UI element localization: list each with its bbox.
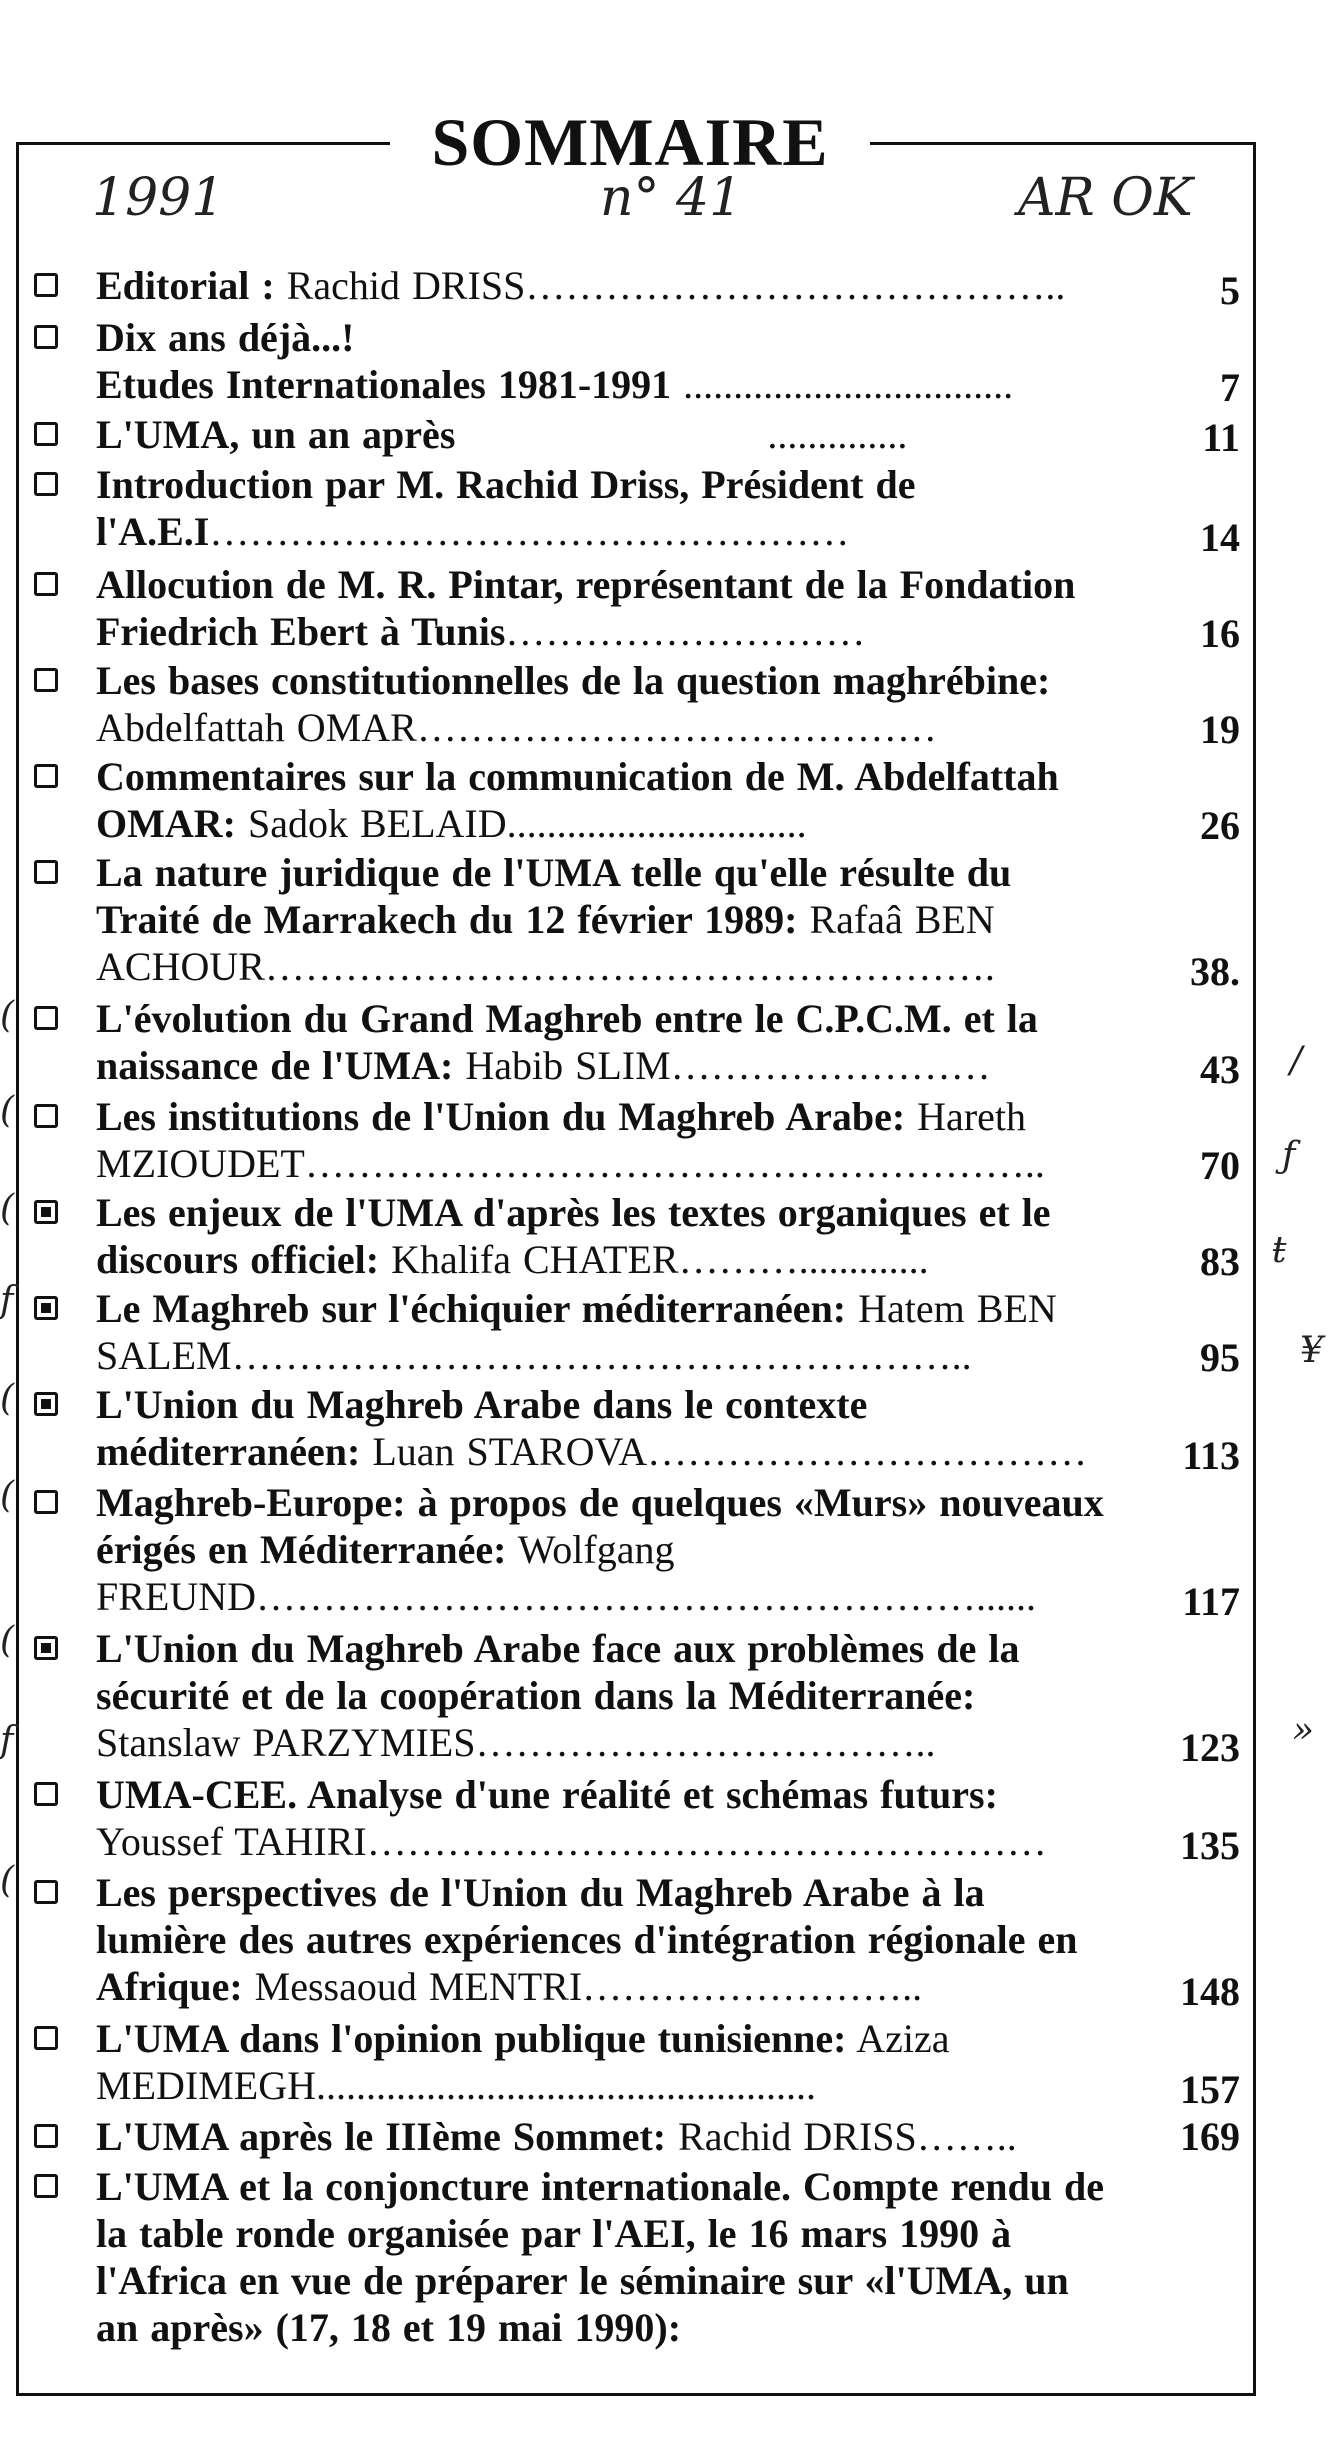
entry-title: Les institutions de l'Union du Maghreb Arabe:: [96, 1094, 906, 1139]
entry-page: 113: [1182, 1433, 1240, 1478]
margin-mark: f: [0, 1280, 14, 1321]
entry-author: Khalifa CHATER……….............: [379, 1237, 929, 1282]
entry-page: 43: [1200, 1047, 1240, 1092]
margin-mark: (: [0, 995, 15, 1036]
checkbox-icon[interactable]: [34, 1296, 58, 1320]
toc-entry: [30, 849, 1240, 995]
entry-author: Hareth MZIOUDET………………………………………………..: [96, 1094, 1045, 1186]
entry-page: 38.: [1190, 949, 1240, 994]
toc-entry: [30, 1093, 1240, 1189]
checkbox-icon[interactable]: [34, 1636, 58, 1660]
margin-mark: ƒ: [1282, 1135, 1296, 1176]
entry-title: L'UMA, un an après: [96, 412, 456, 457]
entry-author: Aziza MEDIMEGH..................................................: [96, 2016, 950, 2108]
entry-author: ..............: [455, 412, 908, 457]
entry-title: Commentaires sur la communication de M. Abdelfattah OMAR:: [96, 754, 1059, 846]
toc-entry: [30, 2015, 1240, 2113]
checkbox-icon[interactable]: [34, 572, 58, 596]
toc-entry: [30, 2113, 1240, 2163]
entry-page: 169: [1180, 2114, 1240, 2159]
toc-entry: [30, 262, 1240, 314]
entry-title: Allocution de M. R. Pintar, représentant de la Fondation Friedrich Ebert à Tunis: [96, 562, 1076, 654]
entry-author: Youssef TAHIRI……………………………………………: [96, 1819, 1047, 1864]
entry-title: Les enjeux de l'UMA d'après les textes organiques et le discours officiel:: [96, 1190, 1051, 1282]
entry-author: Stanslaw PARZYMIES……………………………..: [96, 1720, 936, 1765]
toc-entry: [30, 753, 1240, 849]
entry-title: Les bases constitutionnelles de la question maghrébine:: [96, 658, 1051, 703]
margin-mark: (: [0, 1188, 15, 1229]
entry-author: Hatem BEN SALEM………………………………………………..: [96, 1286, 1057, 1378]
entry-page: 117: [1182, 1579, 1240, 1624]
handwritten-year: 1991: [92, 168, 225, 228]
entry-page: 11: [1202, 415, 1240, 460]
toc-entry: [30, 1771, 1240, 1869]
entry-page: 157: [1180, 2067, 1240, 2112]
checkbox-icon[interactable]: [34, 273, 58, 297]
checkbox-icon[interactable]: [34, 472, 58, 496]
checkbox-icon[interactable]: [34, 860, 58, 884]
entry-author: Rafaâ BEN ACHOUR……………………………………………….: [96, 897, 995, 989]
entry-author: Rachid DRISS…………………………………..: [274, 263, 1066, 308]
toc-entry: [30, 1285, 1240, 1381]
entry-title: UMA-CEE. Analyse d'une réalité et schémas futurs:: [96, 1772, 998, 1817]
entry-page: 14: [1200, 515, 1240, 560]
margin-mark: ¥: [1300, 1330, 1323, 1371]
toc-entry: [30, 561, 1240, 657]
entry-author: .................................: [671, 362, 1014, 407]
entry-title: L'Union du Maghreb Arabe face aux problèmes de la sécurité et de la coopération dans la Méditerranée:: [96, 1626, 1020, 1718]
entry-page: 7: [1220, 365, 1240, 410]
margin-mark: /: [1290, 1040, 1303, 1081]
checkbox-icon[interactable]: [34, 1880, 58, 1904]
toc-entry: [30, 314, 1240, 411]
entry-author: Habib SLIM……………………: [453, 1043, 991, 1088]
entry-page: 70: [1200, 1143, 1240, 1188]
handwritten-number: n° 41: [600, 168, 743, 228]
toc-list: [30, 262, 1240, 2363]
entry-author: …………………………………………: [209, 509, 850, 554]
checkbox-icon[interactable]: [34, 1782, 58, 1806]
entry-page: 16: [1200, 611, 1240, 656]
margin-mark: (: [0, 1378, 15, 1419]
checkbox-icon[interactable]: [34, 2026, 58, 2050]
entry-page: 148: [1180, 1969, 1240, 2014]
checkbox-icon[interactable]: [34, 2174, 58, 2198]
margin-mark: (: [0, 1860, 15, 1901]
toc-entry: [30, 1381, 1240, 1479]
checkbox-icon[interactable]: [34, 325, 58, 349]
entry-title: Maghreb-Europe: à propos de quelques «Murs» nouveaux érigés en Méditerranée:: [96, 1480, 1104, 1572]
entry-title: Dix ans déjà...! Etudes Internationales 1981-1991: [96, 315, 672, 407]
toc-entry: [30, 2163, 1240, 2363]
toc-entry: [30, 1869, 1240, 2015]
entry-title: L'évolution du Grand Maghreb entre le C.P.C.M. et la naissance de l'UMA:: [96, 996, 1038, 1088]
entry-author: Rachid DRISS……..: [666, 2114, 1017, 2159]
entry-author: Messaoud MENTRI……………………..: [242, 1964, 923, 2009]
entry-author: ………………………: [505, 609, 866, 654]
page-title: SOMMAIRE: [390, 92, 870, 192]
entry-page: 19: [1200, 707, 1240, 752]
toc-entry: [30, 995, 1240, 1093]
handwritten-code: AR OK: [1018, 168, 1193, 228]
entry-title: L'UMA dans l'opinion publique tunisienne:: [96, 2016, 847, 2061]
entry-title: Editorial :: [96, 263, 275, 308]
toc-entry: [30, 461, 1240, 561]
checkbox-icon[interactable]: [34, 764, 58, 788]
margin-mark: »: [1292, 1710, 1315, 1751]
checkbox-icon[interactable]: [34, 2124, 58, 2148]
entry-author: Luan STAROVA……………………………: [360, 1429, 1088, 1474]
entry-author: Sadok BELAID..............................: [235, 801, 807, 846]
entry-author: Abdelfattah OMAR…………………………………: [96, 705, 937, 750]
entry-title: Introduction par M. Rachid Driss, Président de l'A.E.I: [96, 462, 916, 554]
entry-page: 95: [1200, 1335, 1240, 1380]
margin-mark: f: [0, 1720, 14, 1761]
checkbox-icon[interactable]: [34, 1104, 58, 1128]
entry-title: L'UMA après le IIIème Sommet:: [96, 2114, 667, 2159]
toc-entry: [30, 1189, 1240, 1285]
margin-mark: (: [0, 1090, 15, 1131]
entry-title: Les perspectives de l'Union du Maghreb Arabe à la lumière des autres expériences d'intégration régionale en Afrique:: [96, 1870, 1078, 2009]
toc-entry: [30, 411, 1240, 461]
entry-page: 5: [1220, 268, 1240, 313]
toc-entry: [30, 657, 1240, 753]
checkbox-icon[interactable]: [34, 422, 58, 446]
entry-title: La nature juridique de l'UMA telle qu'elle résulte du Traité de Marrakech du 12 février 1989:: [96, 850, 1012, 942]
entry-title: L'Union du Maghreb Arabe dans le contexte méditerranéen:: [96, 1382, 868, 1474]
entry-page: 123: [1180, 1725, 1240, 1770]
checkbox-icon[interactable]: [34, 1200, 58, 1224]
entry-page: 135: [1180, 1823, 1240, 1868]
entry-page: 83: [1200, 1239, 1240, 1284]
checkbox-icon[interactable]: [34, 1490, 58, 1514]
entry-author: Wolfgang FREUND………………………………………………......: [96, 1527, 1037, 1619]
checkbox-icon[interactable]: [34, 668, 58, 692]
toc-entry: [30, 1479, 1240, 1625]
entry-page: 26: [1200, 803, 1240, 848]
checkbox-icon[interactable]: [34, 1006, 58, 1030]
toc-entry: [30, 1625, 1240, 1771]
entry-title: Le Maghreb sur l'échiquier méditerranéen:: [96, 1286, 847, 1331]
margin-mark: (: [0, 1475, 15, 1516]
checkbox-icon[interactable]: [34, 1392, 58, 1416]
entry-title: L'UMA et la conjoncture internationale. Compte rendu de la table ronde organisée par l'AEI, le 16 mars 1990 à l'Africa en vue de préparer le séminaire sur «l'UMA, un an après» (17, 18 et 19 mai 1990):: [96, 2164, 1105, 2350]
margin-mark: ŧ: [1272, 1230, 1287, 1271]
margin-mark: (: [0, 1620, 15, 1661]
